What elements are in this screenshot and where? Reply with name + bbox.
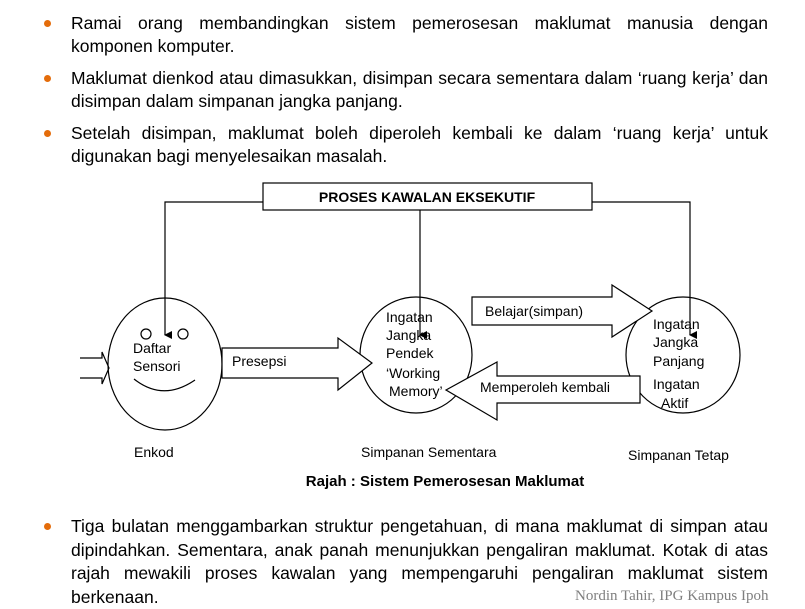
long-term-label: Jangka	[653, 334, 699, 350]
control-line-left	[165, 202, 263, 335]
face-eye-icon	[141, 329, 151, 339]
long-term-label: Aktif	[661, 395, 689, 411]
bullet-text: Setelah disimpan, maklumat boleh diperoleh kembali ke dalam ‘ruang kerja’ untuk digunakan bagi menyelesaikan masalah.	[71, 123, 768, 166]
long-term-label: Ingatan	[653, 376, 700, 392]
short-term-label: Memory’	[389, 383, 443, 399]
input-arrow	[80, 352, 109, 384]
long-term-label: Ingatan	[653, 316, 700, 332]
sensory-label: Sensori	[133, 358, 181, 374]
bullet-dot-icon	[44, 523, 51, 530]
perception-label: Presepsi	[232, 353, 287, 369]
temporary-storage-label: Simpanan Sementara	[361, 444, 497, 460]
bullet-text: Maklumat dienkod atau dimasukkan, disimpan secara sementara dalam ‘ruang kerja’ dan disimpan dalam simpanan jangka panjang.	[71, 68, 768, 111]
short-term-label: ‘Working	[386, 365, 441, 381]
face-smile-icon	[134, 379, 195, 391]
short-term-label: Pendek	[386, 345, 434, 361]
learn-label: Belajar(simpan)	[485, 303, 584, 319]
diagram-caption: Rajah : Sistem Pemerosesan Maklumat	[305, 473, 585, 490]
executive-control-label: PROSES KAWALAN EKSEKUTIF	[318, 189, 536, 205]
long-term-label: Panjang	[653, 353, 705, 369]
encode-label: Enkod	[134, 444, 174, 460]
short-term-label: Ingatan	[386, 309, 433, 325]
retrieve-label: Memperoleh kembali	[480, 379, 610, 395]
sensory-label: Daftar	[133, 340, 172, 356]
short-term-label: Jangka	[386, 327, 432, 343]
bullet-text: Tiga bulatan menggambarkan struktur pengetahuan, di mana maklumat di simpan atau dipindahkan. Sementara, anak panah menunjukkan pengaliran maklumat. Kotak di atas rajah mewakili proses kawalan yang mempengaruhi pengaliran maklumat sistem berkenaan.	[71, 516, 768, 607]
permanent-storage-label: Simpanan Tetap	[628, 447, 729, 463]
face-eye-icon	[178, 329, 188, 339]
footer-author: Nordin Tahir, IPG Kampus Ipoh	[575, 588, 769, 604]
bullet-text: Ramai orang membandingkan sistem pemerosesan maklumat manusia dengan komponen komputer.	[71, 13, 768, 56]
